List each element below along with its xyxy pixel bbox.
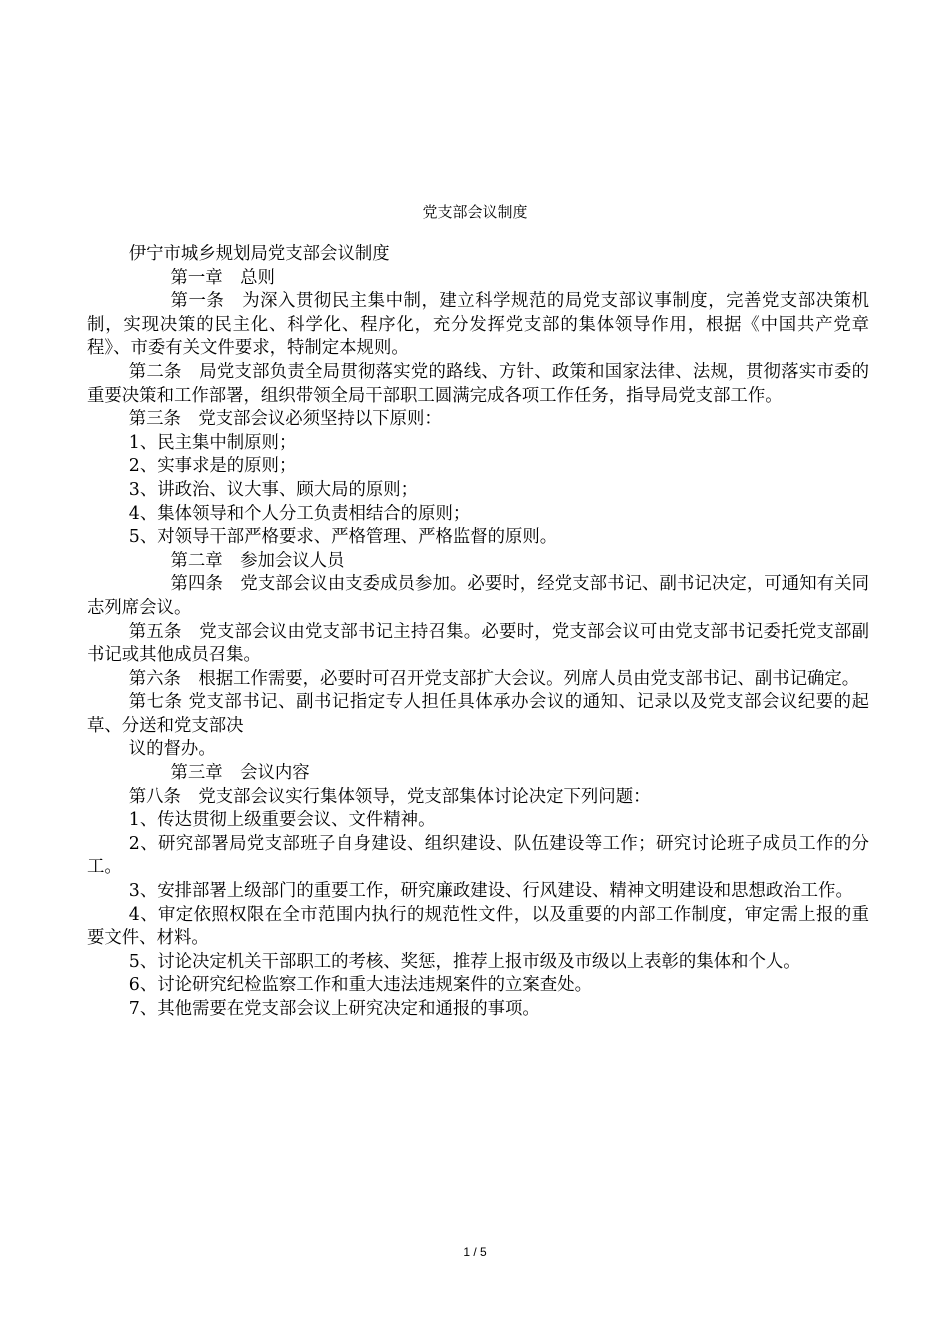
list-item: 3、安排部署上级部门的重要工作，研究廉政建设、行风建设、精神文明建设和思想政治工作。	[128, 881, 853, 902]
document-title: 党支部会议制度	[422, 203, 528, 221]
article-paragraph: 第三条 党支部会议必须坚持以下原则：	[128, 409, 442, 430]
list-item: 2、研究部署局党支部班子自身建设、组织建设、队伍建设等工作；研究讨论班子成员工作的分工。	[87, 833, 869, 878]
document-body	[87, 243, 869, 1022]
article-paragraph: 第六条 根据工作需要，必要时可召开党支部扩大会议。列席人员由党支部书记、副书记确定。	[128, 668, 860, 689]
list-item: 1、民主集中制原则；	[128, 432, 297, 453]
list-item: 4、审定依照权限在全市范围内执行的规范性文件，以及重要的内部工作制度，审定需上报的重要文件、材料。	[87, 904, 869, 949]
list-item: 4、集体领导和个人分工负责相结合的原则；	[128, 503, 471, 524]
article-paragraph: 第二条 局党支部负责全局贯彻落实党的路线、方针、政策和国家法律、法规，贯彻落实市委的重要决策和工作部署，组织带领全局干部职工圆满完成各项工作任务，指导局党支部工作。	[87, 361, 869, 406]
list-item: 3、讲政治、议大事、顾大局的原则；	[128, 479, 419, 500]
article-paragraph: 第一条 为深入贯彻民主集中制，建立科学规范的局党支部议事制度，完善党支部决策机制，实现决策的民主化、科学化、程序化，充分发挥党支部的集体领导作用，根据《中国共产党章程》、市委有关文件要求，特制定本规则。	[87, 291, 869, 359]
list-item: 7、其他需要在党支部会议上研究决定和通报的事项。	[128, 999, 540, 1019]
list-item: 1、传达贯彻上级重要会议、文件精神。	[128, 810, 436, 831]
chapter-heading: 第三章 会议内容	[170, 763, 310, 784]
article-paragraph: 第七条 党支部书记、副书记指定专人担任具体承办会议的通知、记录以及党支部会议纪要的起草、分送和党支部决	[87, 692, 869, 736]
page-number: 1 / 5	[463, 1245, 487, 1259]
list-item: 5、讨论决定机关干部职工的考核、奖惩，推荐上报市级及市级以上表彰的集体和个人。	[128, 951, 801, 972]
list-item: 5、对领导干部严格要求、严格管理、严格监督的原则。	[128, 527, 558, 548]
chapter-heading: 第一章 总则	[170, 267, 275, 288]
chapter-heading: 第二章 参加会议人员	[170, 550, 345, 571]
paragraph-subtitle: 伊宁市城乡规划局党支部会议制度	[128, 244, 390, 264]
article-paragraph: 第五条 党支部会议由党支部书记主持召集。必要时，党支部会议可由党支部书记委托党支部副书记或其他成员召集。	[87, 621, 869, 666]
article-paragraph: 第八条 党支部会议实行集体领导，党支部集体讨论决定下列问题：	[128, 786, 651, 807]
article-paragraph: 第四条 党支部会议由支委成员参加。必要时，经党支部书记、副书记决定，可通知有关同志列席会议。	[87, 574, 869, 618]
list-item: 2、实事求是的原则；	[128, 456, 297, 477]
list-item: 6、讨论研究纪检监察工作和重大违法违规案件的立案查处。	[128, 975, 592, 996]
article-continuation: 议的督办。	[128, 739, 216, 760]
